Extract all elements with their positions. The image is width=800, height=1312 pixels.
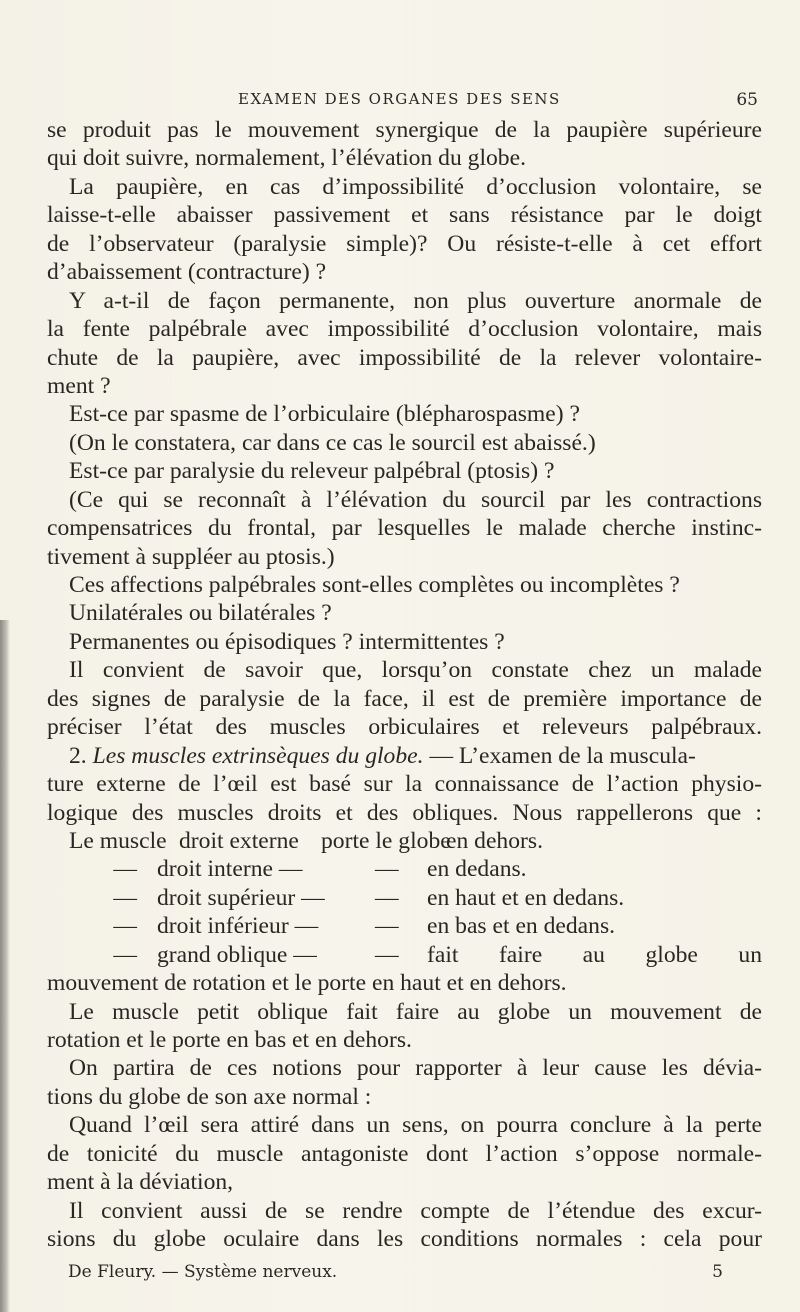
text-line: La paupière, en cas d’impossibilité d’occlusion volontaire, se bbox=[69, 173, 762, 200]
text-line: tivement à suppléer au ptosis.) bbox=[47, 543, 335, 570]
text-line: sions du globe oculaire dans les conditions normales : cela pour bbox=[47, 1226, 762, 1253]
text-line: Est-ce par paralysie du releveur palpébral (ptosis) ? bbox=[69, 458, 555, 485]
muscle-name: droit interne — bbox=[157, 856, 303, 883]
text-line: Le muscle petit oblique fait faire au globe un mouvement de bbox=[69, 998, 762, 1025]
text-line: se produit pas le mouvement synergique de la paupière supérieure bbox=[47, 117, 762, 143]
page-body bbox=[47, 116, 762, 1254]
text-line: Permanentes ou épisodiques ? intermittentes ? bbox=[69, 628, 505, 655]
text-line: ment ? bbox=[47, 372, 111, 399]
text-line: Quand l’œil sera attiré dans un sens, on pourra conclure à la perte bbox=[69, 1112, 762, 1139]
text-line: qui doit suivre, normalement, l’élévation du globe. bbox=[47, 145, 526, 172]
muscle-prefix: — bbox=[113, 884, 137, 911]
muscle-prefix: — bbox=[113, 856, 137, 883]
muscle-name: droit inférieur — bbox=[157, 913, 319, 940]
text-line: Y a-t-il de façon permanente, non plus ouverture anormale de bbox=[69, 287, 762, 314]
footer-author: De Fleury. — Système nerveux. bbox=[68, 1262, 338, 1282]
muscle-name: droit externe bbox=[179, 827, 299, 854]
text-line: préciser l’état des muscles orbiculaires et releveurs palpébraux. bbox=[47, 714, 762, 741]
muscle-row bbox=[47, 884, 762, 912]
muscle-action: en bas et en dedans. bbox=[427, 913, 616, 940]
page-number: 65 bbox=[736, 90, 758, 110]
section-number: 2. bbox=[69, 742, 87, 769]
text-line: mouvement de rotation et le porte en haut et en dehors. bbox=[47, 970, 567, 997]
section-lead: — L’examen de la muscula- bbox=[429, 742, 696, 769]
text-line: de tonicité du muscle antagoniste dont l’action s’oppose normale- bbox=[47, 1140, 762, 1167]
page-binding-shadow bbox=[0, 620, 10, 1312]
muscle-row bbox=[47, 912, 762, 940]
muscle-action: fait faire au globe un bbox=[427, 941, 762, 968]
muscle-name: droit supérieur — bbox=[157, 884, 325, 911]
text-line: On partira de ces notions pour rapporter à leur cause les dévia- bbox=[69, 1055, 762, 1082]
muscle-dash: — bbox=[375, 913, 399, 940]
text-line: de l’observateur (paralysie simple)? Ou résiste-t-elle à cet effort bbox=[47, 230, 762, 257]
text-line: d’abaissement (contracture) ? bbox=[47, 259, 327, 286]
text-line: (Ce qui se reconnaît à l’élévation du sourcil par les contractions bbox=[69, 486, 762, 513]
muscle-prefix: Le muscle bbox=[69, 827, 167, 854]
text-line: Il convient de savoir que, lorsqu’on constate chez un malade bbox=[69, 657, 762, 684]
text-line: Unilatérales ou bilatérales ? bbox=[69, 600, 332, 627]
muscle-row bbox=[47, 941, 762, 969]
text-line: Ces affections palpébrales sont-elles complètes ou incomplètes ? bbox=[69, 572, 680, 598]
text-line: tions du globe de son axe normal : bbox=[47, 1083, 372, 1110]
running-header bbox=[238, 90, 758, 114]
running-title: EXAMEN DES ORGANES DES SENS bbox=[238, 90, 561, 108]
muscle-row bbox=[47, 855, 762, 883]
muscle-name: grand oblique — bbox=[157, 941, 317, 968]
section-heading-line bbox=[47, 742, 762, 770]
muscle-dash: — bbox=[375, 941, 399, 968]
text-line: ment à la déviation, bbox=[47, 1169, 234, 1196]
text-line: Est-ce par spasme de l’orbiculaire (blépharospasme) ? bbox=[69, 401, 580, 428]
text-line: compensatrices du frontal, par lesquelles le malade cherche instinc- bbox=[47, 515, 762, 542]
text-line: (On le constatera, car dans ce cas le sourcil est abaissé.) bbox=[69, 429, 596, 456]
muscle-verb: porte le globe bbox=[321, 827, 451, 854]
text-line: Il convient aussi de se rendre compte de l’étendue des excur- bbox=[69, 1197, 762, 1224]
text-line: des signes de paralysie de la face, il est de première importance de bbox=[47, 685, 762, 712]
muscle-action: en dedans. bbox=[427, 856, 527, 883]
page-footer bbox=[68, 1262, 723, 1286]
text-line: ture externe de l’œil est basé sur la connaissance de l’action physio- bbox=[47, 771, 762, 798]
text-line: laisse-t-elle abaisser passivement et sans résistance par le doigt bbox=[47, 202, 762, 229]
text-line: rotation et le porte en bas et en dehors. bbox=[47, 1027, 412, 1053]
section-title: Les muscles extrinsèques du globe. bbox=[92, 742, 424, 769]
muscle-dash: — bbox=[375, 856, 399, 883]
muscle-action: en haut et en dedans. bbox=[427, 884, 625, 911]
muscle-dash: — bbox=[375, 884, 399, 911]
text-line: chute de la paupière, avec impossibilité de la relever volontaire- bbox=[47, 344, 762, 371]
text-line: la fente palpébrale avec impossibilité d’occlusion volontaire, mais bbox=[47, 316, 762, 343]
muscle-action: en dehors. bbox=[446, 827, 543, 854]
text-line: logique des muscles droits et des obliques. Nous rappellerons que : bbox=[47, 799, 762, 826]
muscle-row bbox=[47, 827, 762, 855]
muscle-prefix: — bbox=[113, 913, 137, 940]
muscle-prefix: — bbox=[113, 941, 137, 968]
signature-mark: 5 bbox=[712, 1262, 723, 1282]
